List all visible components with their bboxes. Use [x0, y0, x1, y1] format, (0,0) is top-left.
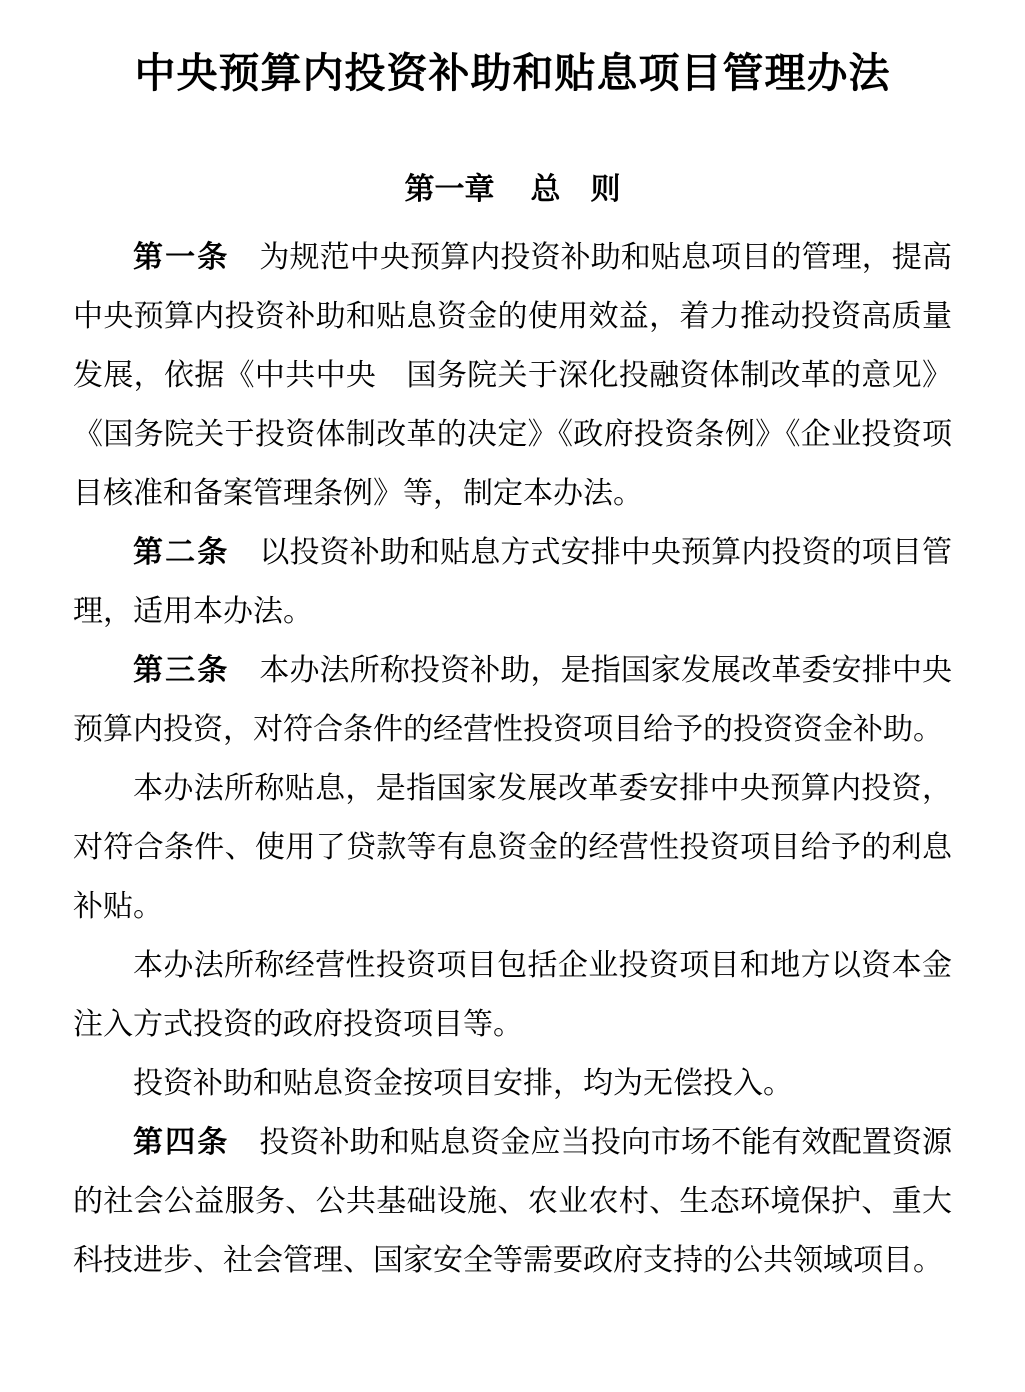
chapter-name: 总 则 — [530, 173, 621, 206]
article-4-text: 投资补助和贴息资金应当投向市场不能有效配置资源的社会公益服务、公共基础设施、农业农村、生态环境保护、重大科技进步、社会管理、国家安全等需要政府支持的公共领域项目。 — [73, 1126, 953, 1277]
article-3-cont-1-text: 本办法所称贴息，是指国家发展改革委安排中央预算内投资，对符合条件、使用了贷款等有息资金的经营性投资项目给予的利息补贴。 — [73, 772, 952, 923]
article-2-text: 以投资补助和贴息方式安排中央预算内投资的项目管理，适用本办法。 — [73, 536, 953, 628]
document-title: 中央预算内投资补助和贴息项目管理办法 — [134, 50, 891, 96]
article-4-number: 第四条 — [133, 1126, 230, 1159]
article-3-cont-2-text: 本办法所称经营性投资项目包括企业投资项目和地方以资本金注入方式投资的政府投资项目等。 — [73, 949, 952, 1041]
article-3-text: 本办法所称投资补助，是指国家发展改革委安排中央预算内投资，对符合条件的经营性投资项目给予的投资资金补助。 — [73, 654, 953, 746]
chapter-heading — [73, 172, 952, 208]
article-1-text: 为规范中央预算内投资补助和贴息项目的管理，提高中央预算内投资补助和贴息资金的使用效益，着力推动投资高质量发展，依据《中共中央 国务院关于深化投融资体制改革的意见》《国务院关于投资体制改革的决定》《政府投资条例》《企业投资项目核准和备案管理条例》等，制定本办法。 — [73, 241, 953, 510]
article-3-cont-3-text: 投资补助和贴息资金按项目安排，均为无偿投入。 — [133, 1067, 793, 1100]
paragraph-article-3 — [73, 641, 952, 759]
article-2-number: 第二条 — [133, 536, 230, 569]
article-1-number: 第一条 — [133, 241, 230, 274]
paragraph-article-3-cont-3 — [73, 1054, 952, 1113]
article-3-number: 第三条 — [133, 654, 230, 687]
paragraph-article-2 — [73, 523, 952, 641]
paragraph-article-3-cont-1 — [73, 759, 952, 936]
paragraph-article-1 — [73, 228, 952, 523]
chapter-number: 第一章 — [404, 173, 495, 206]
paragraph-article-3-cont-2 — [73, 936, 952, 1054]
document-body — [73, 228, 952, 1290]
paragraph-article-4 — [73, 1113, 952, 1290]
